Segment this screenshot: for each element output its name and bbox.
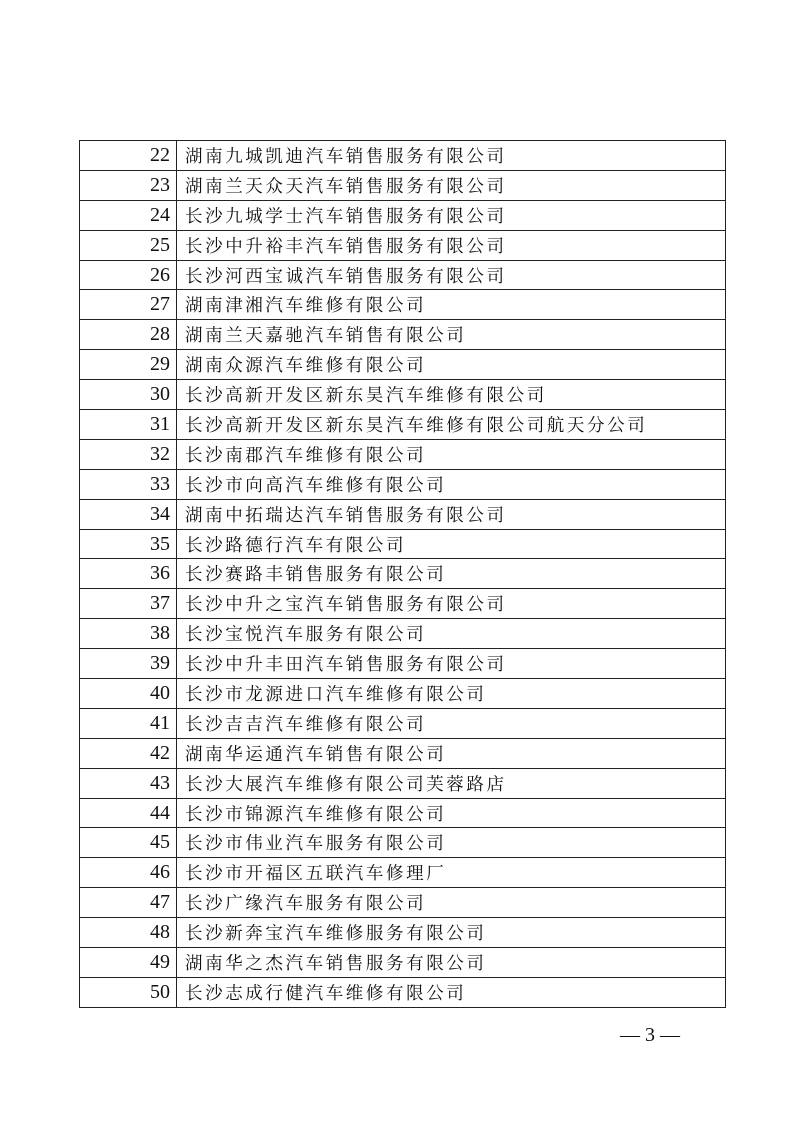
company-name-cell: 湖南九城凯迪汽车销售服务有限公司 [177, 141, 726, 171]
company-list-body [80, 141, 726, 1008]
table-row [80, 380, 726, 410]
company-name-cell: 湖南华之杰汽车销售服务有限公司 [177, 948, 726, 978]
company-name-cell: 长沙新奔宝汽车维修服务有限公司 [177, 918, 726, 948]
row-number-cell: 31 [80, 410, 177, 440]
company-name-cell: 长沙市开福区五联汽车修理厂 [177, 858, 726, 888]
row-number-cell: 34 [80, 499, 177, 529]
row-number-cell: 22 [80, 141, 177, 171]
page-number: — 3 — [620, 1024, 680, 1046]
table-row [80, 170, 726, 200]
table-row [80, 828, 726, 858]
company-name-cell: 长沙大展汽车维修有限公司芙蓉路店 [177, 768, 726, 798]
table-row [80, 948, 726, 978]
table-row [80, 768, 726, 798]
table-row [80, 679, 726, 709]
row-number-cell: 50 [80, 977, 177, 1007]
row-number-cell: 29 [80, 350, 177, 380]
row-number-cell: 28 [80, 320, 177, 350]
company-name-cell: 长沙中升裕丰汽车销售服务有限公司 [177, 230, 726, 260]
row-number-cell: 45 [80, 828, 177, 858]
table-row [80, 439, 726, 469]
row-number-cell: 48 [80, 918, 177, 948]
table-row [80, 738, 726, 768]
row-number-cell: 32 [80, 439, 177, 469]
row-number-cell: 33 [80, 469, 177, 499]
table-row [80, 619, 726, 649]
row-number-cell: 30 [80, 380, 177, 410]
row-number-cell: 38 [80, 619, 177, 649]
table-row [80, 858, 726, 888]
company-name-cell: 长沙中升丰田汽车销售服务有限公司 [177, 649, 726, 679]
company-name-cell: 长沙市伟业汽车服务有限公司 [177, 828, 726, 858]
company-name-cell: 长沙河西宝诚汽车销售服务有限公司 [177, 260, 726, 290]
company-list-table [79, 140, 726, 1008]
table-row [80, 798, 726, 828]
table-row [80, 290, 726, 320]
row-number-cell: 44 [80, 798, 177, 828]
table-row [80, 499, 726, 529]
company-name-cell: 长沙赛路丰销售服务有限公司 [177, 559, 726, 589]
table-row [80, 589, 726, 619]
table-row [80, 649, 726, 679]
table-row [80, 977, 726, 1007]
row-number-cell: 49 [80, 948, 177, 978]
row-number-cell: 35 [80, 529, 177, 559]
company-name-cell: 湖南众源汽车维修有限公司 [177, 350, 726, 380]
company-name-cell: 湖南津湘汽车维修有限公司 [177, 290, 726, 320]
company-name-cell: 长沙市龙源进口汽车维修有限公司 [177, 679, 726, 709]
table-row [80, 230, 726, 260]
company-name-cell: 长沙市向高汽车维修有限公司 [177, 469, 726, 499]
table-row [80, 708, 726, 738]
company-name-cell: 长沙吉吉汽车维修有限公司 [177, 708, 726, 738]
row-number-cell: 47 [80, 888, 177, 918]
company-name-cell: 长沙高新开发区新东昊汽车维修有限公司航天分公司 [177, 410, 726, 440]
company-name-cell: 长沙市锦源汽车维修有限公司 [177, 798, 726, 828]
row-number-cell: 46 [80, 858, 177, 888]
table-row [80, 559, 726, 589]
row-number-cell: 26 [80, 260, 177, 290]
company-name-cell: 长沙广缘汽车服务有限公司 [177, 888, 726, 918]
company-name-cell: 湖南中拓瑞达汽车销售服务有限公司 [177, 499, 726, 529]
row-number-cell: 25 [80, 230, 177, 260]
company-name-cell: 长沙中升之宝汽车销售服务有限公司 [177, 589, 726, 619]
company-name-cell: 长沙南郡汽车维修有限公司 [177, 439, 726, 469]
table-row [80, 469, 726, 499]
company-name-cell: 长沙宝悦汽车服务有限公司 [177, 619, 726, 649]
table-row [80, 529, 726, 559]
table-row [80, 888, 726, 918]
row-number-cell: 43 [80, 768, 177, 798]
row-number-cell: 39 [80, 649, 177, 679]
company-name-cell: 长沙九城学士汽车销售服务有限公司 [177, 200, 726, 230]
table-row [80, 200, 726, 230]
table-row [80, 350, 726, 380]
row-number-cell: 42 [80, 738, 177, 768]
table-row [80, 918, 726, 948]
row-number-cell: 40 [80, 679, 177, 709]
row-number-cell: 36 [80, 559, 177, 589]
company-name-cell: 长沙志成行健汽车维修有限公司 [177, 977, 726, 1007]
row-number-cell: 27 [80, 290, 177, 320]
company-name-cell: 湖南兰天嘉驰汽车销售有限公司 [177, 320, 726, 350]
company-name-cell: 长沙高新开发区新东昊汽车维修有限公司 [177, 380, 726, 410]
company-name-cell: 湖南华运通汽车销售有限公司 [177, 738, 726, 768]
table-row [80, 141, 726, 171]
company-name-cell: 湖南兰天众天汽车销售服务有限公司 [177, 170, 726, 200]
row-number-cell: 23 [80, 170, 177, 200]
row-number-cell: 24 [80, 200, 177, 230]
row-number-cell: 41 [80, 708, 177, 738]
table-row [80, 320, 726, 350]
company-name-cell: 长沙路德行汽车有限公司 [177, 529, 726, 559]
table-row [80, 260, 726, 290]
row-number-cell: 37 [80, 589, 177, 619]
table-row [80, 410, 726, 440]
